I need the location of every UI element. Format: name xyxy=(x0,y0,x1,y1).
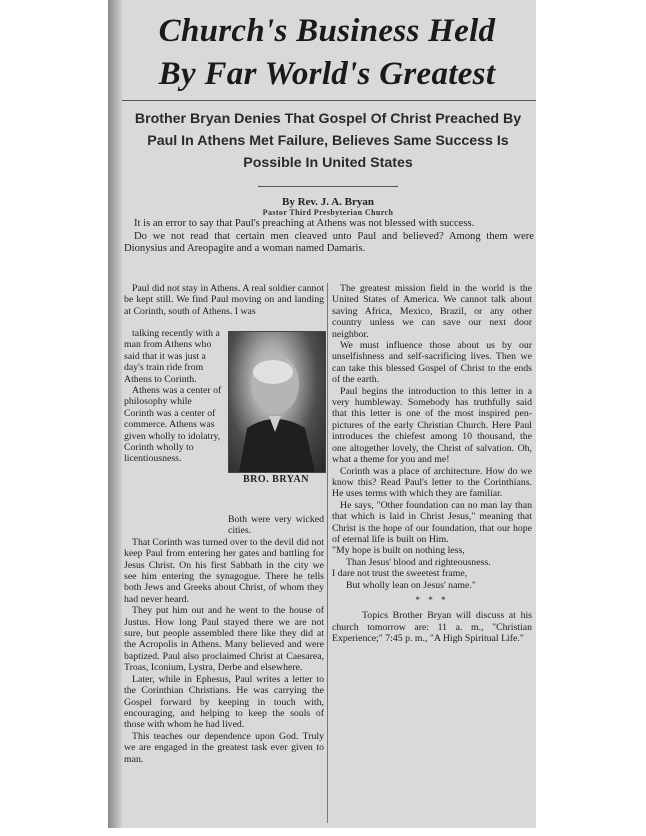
hymn-line: But wholly lean on Jesus' name." xyxy=(346,579,476,591)
paragraph: Both were very wicked cities. xyxy=(228,514,324,537)
lead-paragraphs xyxy=(124,218,534,256)
byline-title: Pastor Third Presbyterian Church xyxy=(262,208,394,217)
hymn-line: I dare not trust the sweetest frame, xyxy=(332,568,468,580)
scan-edge xyxy=(108,0,122,828)
byline: By Rev. J. A. Bryan xyxy=(282,196,374,208)
paragraph: Paul did not stay in Athens. A real soldier cannot be kept still. We find Paul moving on and landing at Corinth, south of Athens. I was xyxy=(124,283,324,317)
deck-subheadline: Brother Bryan Denies That Gospel Of Christ Preached By Paul In Athens Met Failure, Believes Same Success Is Possible In United States xyxy=(134,111,522,171)
left-column-rest xyxy=(124,514,324,765)
paragraph: Paul begins the introduction to this letter in a very humbleway. Somebody has truthfully said that this letter is one of the most inspired pen-pictures of the early Christian Church. Here Paul introduces the chiefest among 10 thousand, the one altogether lovely, the Christ of salvation. Oh, what a theme for you and me! xyxy=(332,385,532,466)
deck-rule xyxy=(258,186,398,187)
paragraph: Athens was a center of philosophy while Corinth was a center of commerce. Athens was given wholly to idolatry, Corinth wholly to licentiousness. xyxy=(124,385,222,465)
paragraph: Corinth was a place of architecture. How do we know this? Read Paul's letter to the Corinthians. He uses terms with which they are familiar. xyxy=(332,465,532,500)
paragraph: They put him out and he went to the house of Justus. How long Paul stayed there we are not sure, but people assembled there like they did at the Acropolis in Athens. Many believed and were baptized. Paul also proclaimed Christ at Caesarea, Troas, Iconium, Lystra, Derbe and elsewhere. xyxy=(124,605,324,674)
lead-paragraph: It is an error to say that Paul's preaching at Athens was not blessed with success. xyxy=(134,218,475,229)
headline-line-1: Church's Business Held xyxy=(158,13,496,49)
paragraph: We must influence those about us by our unselfishness and self-sacrificing lives. Then we can take this blessed Gospel of Christ to the ends of the earth. xyxy=(332,340,532,386)
headline-rule xyxy=(122,100,536,101)
paragraph: Later, while in Ephesus, Paul writes a letter to the Corinthian Christians. He was carrying the Gospel forward by keeping in touch with, encouraging, and helping to keep the souls of those with whom he had lived. xyxy=(124,673,324,731)
hymn-quote xyxy=(332,545,532,591)
headline-line-2: By Far World's Greatest xyxy=(158,56,496,92)
paragraph: He says, "Other foundation can no man lay than that which is laid in Christ Jesus," meaning that Christ is the hope of our foundation, that our hope of eternal life is built on Him. xyxy=(332,499,532,545)
hymn-line: "My hope is built on nothing less, xyxy=(332,545,465,557)
portrait-photo xyxy=(228,331,326,473)
paragraph: This teaches our dependence upon God. Truly we are engaged in the greatest task ever given to man. xyxy=(124,730,324,765)
paragraph: The greatest mission field in the world is the United States of America. We cannot talk about saving Africa, Mexico, Brazil, or any other country unless we can save our next door neighbor. xyxy=(332,283,532,340)
paragraph: That Corinth was turned over to the devil did not keep Paul from entering her gates and battling for Jesus Christ. On his first Sabbath in the city we see him entering the synagogue. There he tells both Jews and Greeks about Christ, of whom they had never heard. xyxy=(124,536,324,605)
photo-caption: BRO. BRYAN xyxy=(243,474,309,485)
column-divider xyxy=(327,283,328,823)
topics-notice: Topics Brother Bryan will discuss at his church tomorrow are: 11 a. m., "Christian Experience;" 7:45 p. m., "A High Spiritual Life." xyxy=(332,610,532,645)
paragraph: talking recently with a man from Athens who said that it was just a day's train ride from Athens to Corinth. xyxy=(124,328,220,385)
left-column-top xyxy=(124,283,324,317)
lead-paragraph: Do we not read that certain men cleaved unto Paul and believed? Among them were Dionysius and Areopagite and a woman named Damaris. xyxy=(124,230,534,255)
headline xyxy=(120,10,534,96)
portrait-figure xyxy=(229,332,325,472)
section-stars: * * * xyxy=(415,594,449,605)
hymn-line: Than Jesus' blood and righteousness. xyxy=(346,556,491,568)
left-column-wrap xyxy=(124,328,224,465)
right-column xyxy=(332,283,532,645)
newspaper-clipping xyxy=(108,0,536,828)
